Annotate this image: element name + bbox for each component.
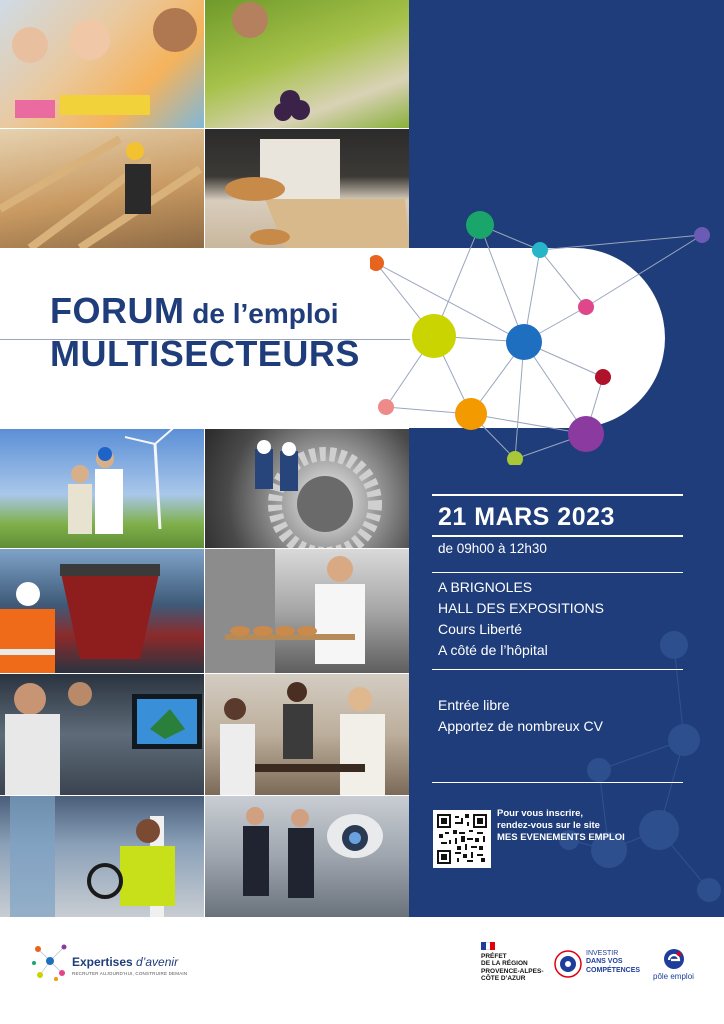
divider-rule: [432, 535, 683, 537]
prefet-line-1: PRÉFET: [481, 953, 507, 960]
photo-vineyard: [205, 0, 409, 128]
photo-forklift-operator: [0, 796, 204, 917]
event-city: A BRIGNOLES: [438, 579, 533, 595]
expertises-name: Expertises: [72, 955, 133, 969]
registration-link[interactable]: MES EVENEMENTS EMPLOI: [497, 831, 625, 843]
photo-carpenter: [0, 129, 204, 248]
photo-shipyard-worker: [0, 549, 204, 673]
poster-title: [50, 290, 360, 375]
event-hours: de 09h00 à 12h30: [438, 541, 547, 556]
partner-logos-footer: [0, 917, 724, 1024]
divider-rule: [432, 669, 683, 670]
prefet-line-3: PROVENCE-ALPES-: [481, 967, 544, 975]
title-forum: FORUM: [50, 290, 185, 331]
network-graphic: [370, 205, 710, 465]
expertises-suffix: d’avenir: [132, 955, 179, 969]
investir-competences-logo: [586, 950, 640, 975]
title-emploi: de l’emploi: [184, 298, 339, 329]
photo-baker-oven: [205, 549, 409, 673]
event-venue: HALL DES EXPOSITIONS: [438, 600, 604, 616]
prefet-line-2: DE LA RÉGION: [481, 960, 528, 968]
investir-line-1: INVESTIR: [586, 950, 619, 957]
marianne-flag-icon: [481, 942, 495, 950]
expertises-avenir-logo-icon: [30, 941, 70, 983]
pole-emploi-logo: pôle emploi: [653, 972, 694, 981]
event-date: 21 MARS 2023: [438, 503, 615, 531]
prefet-line-4: CÔTE D’AZUR: [481, 975, 526, 983]
photo-design-engineers: [0, 674, 204, 795]
prefet-logo: [481, 953, 543, 983]
event-landmark: A côté de l’hôpital: [438, 642, 548, 658]
pole-emploi-logo-icon: [663, 948, 685, 970]
expertises-tagline: RECRUTER AUJOURD’HUI, CONSTRUIRE DEMAIN: [72, 971, 188, 976]
divider-rule: [432, 782, 683, 783]
photo-security-officers: [205, 796, 409, 917]
photo-wind-turbine-engineers: [0, 429, 204, 548]
photo-childcare: [0, 0, 204, 128]
registration-line-1: Pour vous inscrire,: [497, 808, 584, 819]
expertises-avenir-logo: [72, 955, 178, 969]
investir-line-3: COMPÉTENCES: [586, 966, 641, 974]
investir-competences-logo-icon: [553, 949, 583, 979]
divider-rule: [432, 494, 683, 496]
event-street: Cours Liberté: [438, 621, 523, 637]
title-multisecteurs: MULTISECTEURS: [50, 333, 360, 375]
investir-line-2: DANS VOS: [586, 958, 623, 966]
entry-info: Entrée libre: [438, 697, 510, 713]
registration-instructions: [497, 808, 677, 844]
divider-rule: [432, 572, 683, 573]
photo-industrial-gear: [205, 429, 409, 548]
registration-line-2: rendez-vous sur le site: [497, 819, 600, 831]
cv-info: Apportez de nombreux CV: [438, 718, 603, 734]
photo-business-meeting: [205, 674, 409, 795]
registration-qr-code[interactable]: [433, 810, 491, 868]
